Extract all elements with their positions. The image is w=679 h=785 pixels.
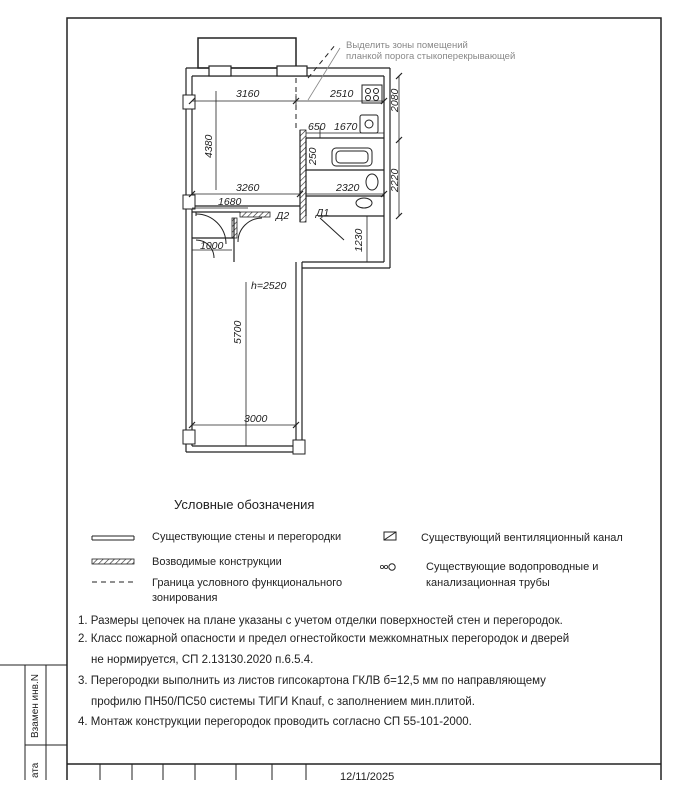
dim-4380: 4380 xyxy=(203,134,215,158)
dim-250: 250 xyxy=(307,147,319,165)
legend-title: Условные обозначения xyxy=(174,497,315,512)
stamp-date: 12/11/2025 xyxy=(340,771,395,783)
dim-3000: 3000 xyxy=(244,413,268,425)
dim-1670: 1670 xyxy=(334,121,358,133)
door-d2-label: Д2 xyxy=(276,210,290,222)
dim-2320: 2320 xyxy=(336,182,360,194)
legend-vent-channel: Существующий вентиляционный канал xyxy=(421,532,623,544)
note-3: 3. Перегородки выполнить из листов гипсокартона ГКЛВ б=12,5 мм по направляющему xyxy=(78,675,546,687)
stamp-date-label: ата xyxy=(30,762,41,778)
dim-2080: 2080 xyxy=(389,88,401,112)
legend-zone-border-2: зонирования xyxy=(152,592,218,604)
dim-1000: 1000 xyxy=(200,240,224,252)
legend-zone-border-1: Граница условного функционального xyxy=(152,577,343,589)
dim-3160: 3160 xyxy=(236,88,260,100)
annotation-line-1: Выделить зоны помещений xyxy=(346,40,468,51)
dim-1230: 1230 xyxy=(353,228,365,252)
balcony xyxy=(198,38,296,68)
note-2: 2. Класс пожарной опасности и предел огнестойкости межкомнатных перегородок и дверей xyxy=(78,633,570,645)
dim-5700: 5700 xyxy=(232,320,244,344)
dim-2220: 2220 xyxy=(389,168,401,192)
title-block xyxy=(100,764,306,780)
note-4: 4. Монтаж конструкции перегородок проводить согласно СП 55-101-2000. xyxy=(78,716,472,728)
door-d1-label: Д1 xyxy=(316,207,330,219)
dim-3260: 3260 xyxy=(236,182,260,194)
dim-2510: 2510 xyxy=(330,88,354,100)
dim-650: 650 xyxy=(308,121,326,133)
windows xyxy=(183,95,305,454)
annotation-line-2: планкой порога стыкоперекрывающей xyxy=(346,51,516,62)
dim-1680: 1680 xyxy=(218,196,242,208)
legend-new-constructions: Возводимые конструкции xyxy=(152,556,282,568)
stamp-replace-inv-label: Взамен инв.N xyxy=(30,674,41,738)
existing-walls xyxy=(186,66,390,452)
note-2-cont: не нормируется, СП 2.13130.2020 п.6.5.4. xyxy=(91,654,314,666)
ceiling-height-label: h=2520 xyxy=(251,280,287,292)
note-1: 1. Размеры цепочек на плане указаны с учетом отделки поверхностей стен и перегородок. xyxy=(78,615,563,627)
legend-existing-walls: Существующие стены и перегородки xyxy=(152,531,342,543)
legend-pipes-1: Существующие водопроводные и xyxy=(426,561,599,573)
note-3-cont: профилю ПН50/ПС50 системы ТИГИ Knauf, с заполнением мин.плитой. xyxy=(91,696,475,708)
legend-pipes-2: канализационная трубы xyxy=(426,577,550,589)
